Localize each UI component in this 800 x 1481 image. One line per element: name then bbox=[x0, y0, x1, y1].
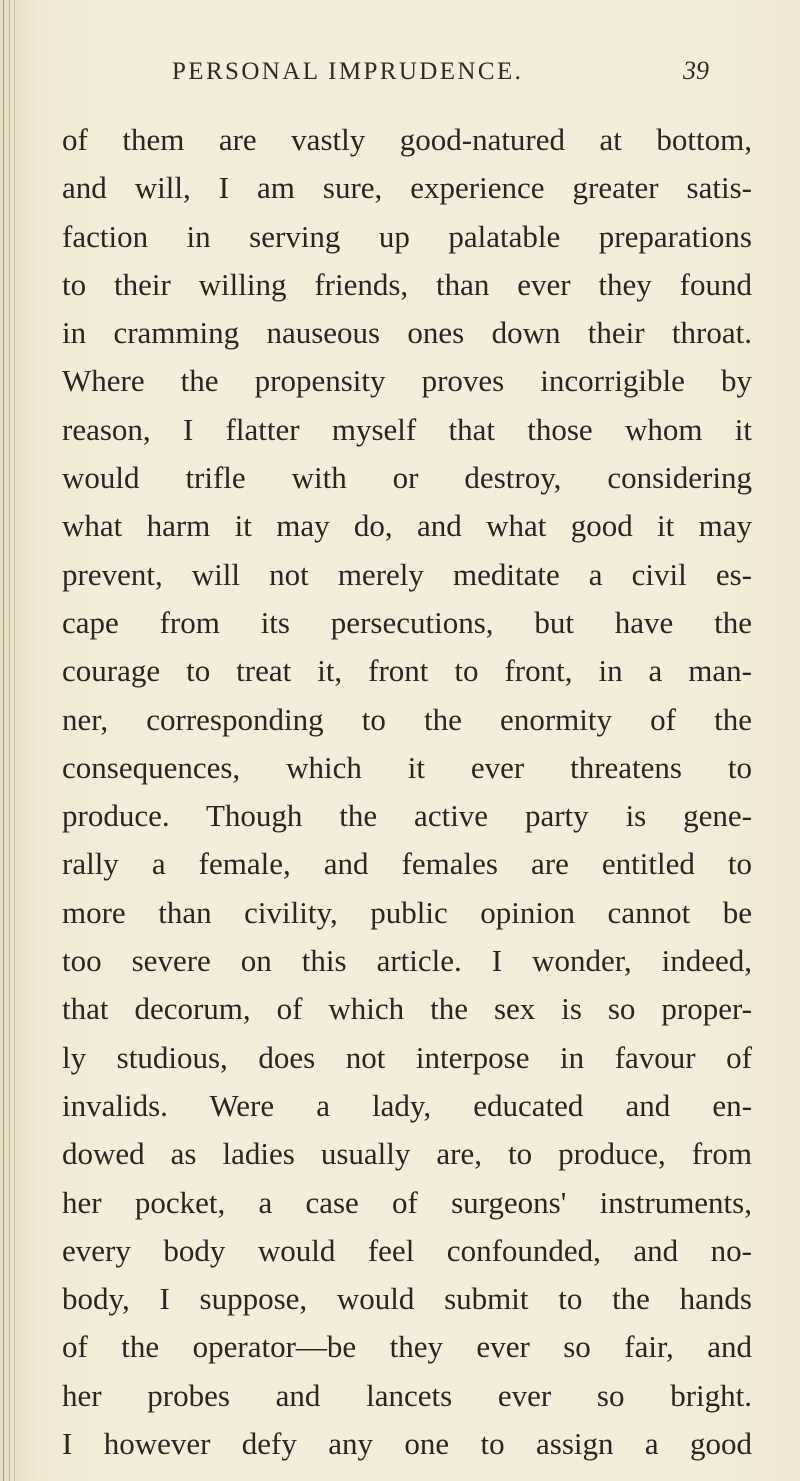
text-line: consequences, which it ever threatens to bbox=[62, 749, 752, 785]
text-line: faction in serving up palatable preparations bbox=[62, 218, 752, 254]
text-line: her probes and lancets ever so bright. bbox=[62, 1377, 752, 1413]
binding-edge bbox=[3, 0, 4, 1481]
page-header bbox=[0, 46, 800, 86]
text-line: of the operator—be they ever so fair, and bbox=[62, 1329, 752, 1365]
text-line: rally a female, and females are entitled to bbox=[62, 846, 752, 882]
text-line: courage to treat it, front to front, in a man- bbox=[62, 653, 752, 689]
page-number: 39 bbox=[683, 56, 709, 85]
text-line: dowed as ladies usually are, to produce, from bbox=[62, 1136, 752, 1172]
text-line: and will, I am sure, experience greater satis- bbox=[62, 170, 752, 206]
text-line: would trifle with or destroy, considering bbox=[62, 460, 752, 496]
text-line: body, I suppose, would submit to the hands bbox=[62, 1281, 752, 1317]
text-line: produce. Though the active party is gene- bbox=[62, 798, 752, 834]
body-text bbox=[62, 116, 752, 1468]
text-line: ner, corresponding to the enormity of the bbox=[62, 701, 752, 737]
text-line: too severe on this article. I wonder, indeed, bbox=[62, 943, 752, 979]
text-line: cape from its persecutions, but have the bbox=[62, 604, 752, 640]
text-line: reason, I flatter myself that those whom it bbox=[62, 411, 752, 447]
text-line: that decorum, of which the sex is so proper- bbox=[62, 991, 752, 1027]
text-line: what harm it may do, and what good it may bbox=[62, 508, 752, 544]
text-line: in cramming nauseous ones down their throat. bbox=[62, 315, 752, 351]
text-line: I however defy any one to assign a good bbox=[62, 1426, 752, 1462]
text-line: of them are vastly good-natured at bottom, bbox=[62, 122, 752, 157]
text-line: invalids. Were a lady, educated and en- bbox=[62, 1087, 752, 1123]
text-line: more than civility, public opinion cannot be bbox=[62, 894, 752, 930]
binding-edge bbox=[14, 0, 15, 1481]
running-head: PERSONAL IMPRUDENCE. bbox=[172, 58, 524, 85]
text-line: her pocket, a case of surgeons' instruments, bbox=[62, 1184, 752, 1220]
text-line: prevent, will not merely meditate a civil es- bbox=[62, 556, 752, 592]
text-line: every body would feel confounded, and no- bbox=[62, 1232, 752, 1268]
binding-edge bbox=[9, 0, 10, 1481]
text-line: to their willing friends, than ever they found bbox=[62, 266, 752, 302]
text-line: Where the propensity proves incorrigible by bbox=[62, 363, 752, 399]
text-line: ly studious, does not interpose in favour of bbox=[62, 1039, 752, 1075]
